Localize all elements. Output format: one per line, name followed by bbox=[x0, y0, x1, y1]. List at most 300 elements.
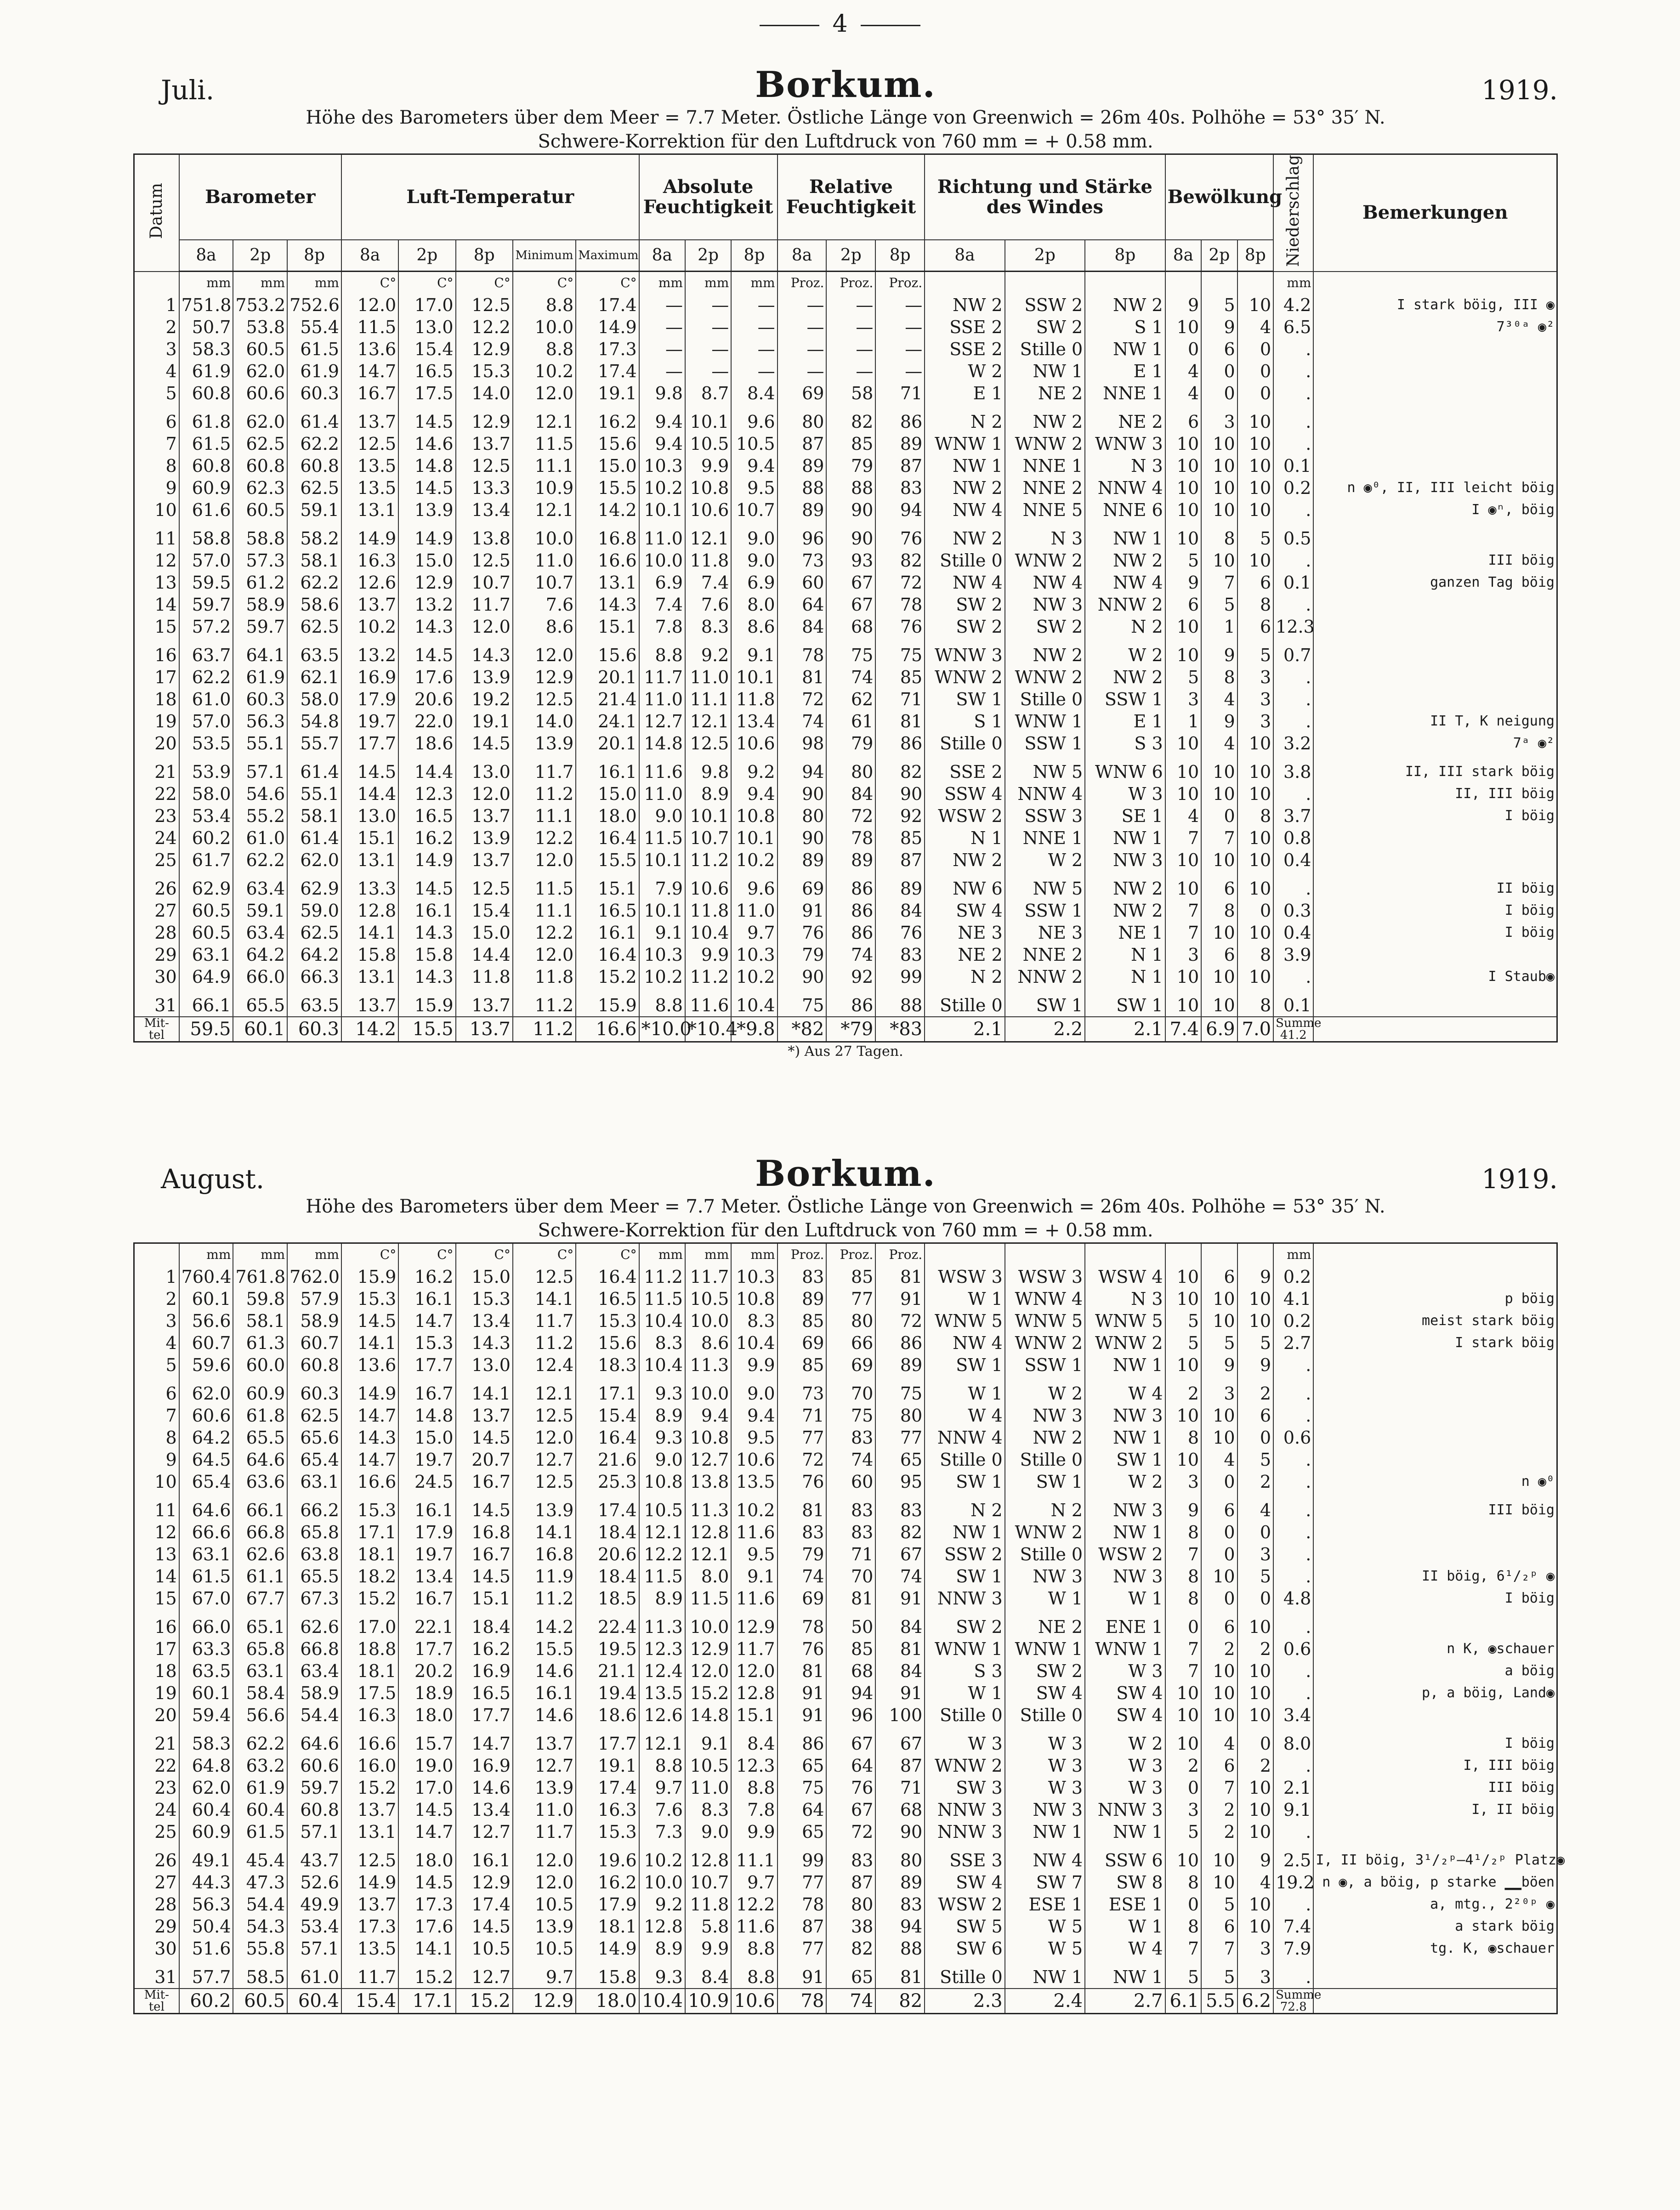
wind-cell: WNW 1 bbox=[1005, 710, 1085, 732]
table-cell: 2 bbox=[1201, 1799, 1237, 1821]
table-cell: 62.1 bbox=[287, 666, 341, 688]
august-data-rows bbox=[134, 1243, 1565, 2014]
table-cell: 10.8 bbox=[685, 1427, 731, 1449]
table-cell: 8.8 bbox=[639, 988, 685, 1017]
table-cell: 20.7 bbox=[456, 1449, 513, 1471]
remarks-cell: p böig bbox=[1313, 1288, 1557, 1310]
table-cell: 15.1 bbox=[341, 827, 398, 849]
table-cell: 65 bbox=[826, 1960, 875, 1989]
mean-cell: *10.0 bbox=[639, 1017, 685, 1042]
table-cell: 88 bbox=[778, 477, 827, 499]
table-cell: 3.8 bbox=[1273, 754, 1313, 783]
unit-cell: C° bbox=[456, 1243, 513, 1266]
table-cell: 14.6 bbox=[398, 433, 455, 455]
table-cell: 9.7 bbox=[731, 922, 777, 944]
table-cell: 15.1 bbox=[731, 1704, 777, 1726]
table-cell: 19.7 bbox=[341, 710, 398, 732]
table-cell: 0 bbox=[1165, 1609, 1202, 1638]
table-cell: 61.5 bbox=[287, 338, 341, 360]
table-cell: 62.5 bbox=[287, 477, 341, 499]
wind-cell: SW 4 bbox=[925, 900, 1005, 922]
table-cell: 2 bbox=[1237, 1471, 1274, 1493]
unit-cell bbox=[1201, 1243, 1237, 1266]
table-cell: . bbox=[1273, 1354, 1313, 1376]
table-cell: 15.3 bbox=[398, 1332, 455, 1354]
table-cell: 57.2 bbox=[179, 616, 233, 638]
day-cell: 12 bbox=[134, 550, 179, 572]
table-cell: 74 bbox=[778, 1565, 827, 1587]
mean-cell: 2.1 bbox=[925, 1017, 1005, 1042]
table-cell: 2 bbox=[1165, 1376, 1202, 1405]
day-cell: 9 bbox=[134, 477, 179, 499]
table-cell: 4.8 bbox=[1273, 1587, 1313, 1609]
table-cell: 10.0 bbox=[685, 1376, 731, 1405]
unit-cell: mm bbox=[731, 1243, 777, 1266]
table-cell: 9 bbox=[1237, 1843, 1274, 1871]
table-cell: 9.3 bbox=[639, 1376, 685, 1405]
table-cell: 13.9 bbox=[456, 827, 513, 849]
month-title: Juli. bbox=[161, 74, 215, 106]
table-cell: 18.6 bbox=[576, 1704, 639, 1726]
table-cell: 90 bbox=[778, 783, 827, 805]
table-cell: 61.5 bbox=[233, 1821, 287, 1843]
table-cell: 81 bbox=[778, 666, 827, 688]
table-cell: 77 bbox=[778, 1427, 827, 1449]
table-cell: 82 bbox=[826, 404, 875, 433]
wind-cell: NW 2 bbox=[1085, 550, 1165, 572]
day-cell: 8 bbox=[134, 1427, 179, 1449]
table-cell: . bbox=[1273, 1376, 1313, 1405]
table-cell: 62.9 bbox=[179, 871, 233, 900]
mean-cell: 6.1 bbox=[1165, 1989, 1202, 2014]
table-cell: 17.3 bbox=[576, 338, 639, 360]
table-cell: 99 bbox=[875, 966, 925, 988]
table-cell: 10 bbox=[1237, 732, 1274, 754]
table-cell: 12.9 bbox=[456, 338, 513, 360]
table-cell: 86 bbox=[826, 900, 875, 922]
table-cell: 14.9 bbox=[341, 1871, 398, 1893]
table-cell: 13.4 bbox=[731, 710, 777, 732]
table-cell: 81 bbox=[875, 1266, 925, 1288]
table-cell: 69 bbox=[778, 382, 827, 404]
table-cell: 63.5 bbox=[287, 988, 341, 1017]
table-cell: 7 bbox=[1201, 1777, 1237, 1799]
table-cell: 13.5 bbox=[341, 477, 398, 499]
table-cell: 5 bbox=[1201, 1332, 1237, 1354]
table-cell: 13.7 bbox=[513, 1726, 576, 1755]
table-cell: 12.8 bbox=[685, 1843, 731, 1871]
table-cell: 8 bbox=[1237, 805, 1274, 827]
table-cell: 79 bbox=[826, 732, 875, 754]
remarks-cell bbox=[1313, 616, 1557, 638]
table-cell: 12.3 bbox=[398, 783, 455, 805]
table-cell: 94 bbox=[826, 1682, 875, 1704]
table-cell: 12.0 bbox=[513, 944, 576, 966]
table-cell: 18.8 bbox=[341, 1638, 398, 1660]
table-cell: 4 bbox=[1165, 382, 1202, 404]
table-cell: 61.8 bbox=[179, 404, 233, 433]
table-cell: 60.8 bbox=[287, 455, 341, 477]
wind-cell: Stille 0 bbox=[925, 1960, 1005, 1989]
table-cell: 12.1 bbox=[685, 1543, 731, 1565]
table-cell: 61.9 bbox=[287, 360, 341, 382]
mean-cell: Summe 72.8 bbox=[1273, 1989, 1313, 2014]
wind-cell: S 1 bbox=[1085, 316, 1165, 338]
table-cell: 12.3 bbox=[1273, 616, 1313, 638]
table-cell: 7.8 bbox=[731, 1799, 777, 1821]
wind-cell: E 1 bbox=[925, 382, 1005, 404]
remarks-cell: a böig bbox=[1313, 1660, 1557, 1682]
wind-cell: Stille 0 bbox=[1005, 338, 1085, 360]
remarks-cell bbox=[1313, 666, 1557, 688]
table-cell: 10.2 bbox=[513, 360, 576, 382]
table-cell: 59.4 bbox=[179, 1704, 233, 1726]
table-cell: 10 bbox=[1237, 1682, 1274, 1704]
table-cell: 10.3 bbox=[639, 455, 685, 477]
table-cell: 10 bbox=[1201, 1871, 1237, 1893]
table-cell: 58.8 bbox=[233, 521, 287, 550]
table-cell: 10 bbox=[1201, 988, 1237, 1017]
table-cell: 762.0 bbox=[287, 1266, 341, 1288]
wind-cell: ESE 1 bbox=[1085, 1893, 1165, 1915]
table-cell: 13.7 bbox=[341, 1799, 398, 1821]
table-cell: 86 bbox=[826, 988, 875, 1017]
table-cell: 18.4 bbox=[576, 1521, 639, 1543]
col-2p: 2p bbox=[233, 240, 287, 271]
table-cell: 12.5 bbox=[456, 455, 513, 477]
table-cell: 61.4 bbox=[287, 827, 341, 849]
table-cell: 79 bbox=[778, 1543, 827, 1565]
table-cell: . bbox=[1273, 871, 1313, 900]
wind-cell: SW 1 bbox=[1085, 988, 1165, 1017]
table-cell: 10 bbox=[1201, 499, 1237, 521]
wind-cell: NE 3 bbox=[1005, 922, 1085, 944]
table-cell: 12.5 bbox=[513, 1471, 576, 1493]
table-row bbox=[134, 1660, 1557, 1682]
table-cell: 3.9 bbox=[1273, 944, 1313, 966]
table-cell: 9.0 bbox=[731, 1376, 777, 1405]
table-cell: 10 bbox=[1165, 455, 1202, 477]
wind-cell: W 3 bbox=[1085, 1755, 1165, 1777]
table-cell: 4 bbox=[1201, 688, 1237, 710]
table-cell: 10 bbox=[1201, 477, 1237, 499]
table-cell: 55.7 bbox=[287, 732, 341, 754]
table-cell: 12.0 bbox=[513, 849, 576, 871]
table-cell: 14.7 bbox=[456, 1726, 513, 1755]
wind-cell: N 1 bbox=[925, 827, 1005, 849]
table-cell: 21.1 bbox=[576, 1660, 639, 1682]
remarks-cell bbox=[1313, 1405, 1557, 1427]
wind-cell: SW 2 bbox=[1005, 1660, 1085, 1682]
mean-cell: 5.5 bbox=[1201, 1989, 1237, 2014]
table-cell: 11.7 bbox=[513, 1821, 576, 1843]
table-cell: 98 bbox=[778, 732, 827, 754]
table-cell: 13.4 bbox=[456, 1310, 513, 1332]
unit-cell bbox=[1005, 1243, 1085, 1266]
unit-cell: Proz. bbox=[778, 272, 827, 295]
table-cell: 81 bbox=[826, 1587, 875, 1609]
table-cell: 72 bbox=[875, 572, 925, 594]
table-cell: 15.9 bbox=[576, 988, 639, 1017]
remarks-cell: meist stark böig bbox=[1313, 1310, 1557, 1332]
table-cell: 4 bbox=[1237, 1871, 1274, 1893]
table-cell: 13.8 bbox=[456, 521, 513, 550]
table-cell: 10 bbox=[1165, 616, 1202, 638]
wind-cell: NW 3 bbox=[1005, 594, 1085, 616]
table-cell: 61.2 bbox=[233, 572, 287, 594]
table-cell: 4 bbox=[1201, 1726, 1237, 1755]
wind-cell: NW 2 bbox=[1005, 1427, 1085, 1449]
table-cell: 80 bbox=[778, 404, 827, 433]
table-cell: 14.2 bbox=[576, 499, 639, 521]
table-cell: 10 bbox=[1165, 433, 1202, 455]
table-cell: 4 bbox=[1237, 1493, 1274, 1521]
table-cell: 14.7 bbox=[341, 1449, 398, 1471]
unit-cell: mm bbox=[287, 272, 341, 295]
table-cell: 2 bbox=[1237, 1755, 1274, 1777]
mean-cell: *83 bbox=[875, 1017, 925, 1042]
table-cell: 87 bbox=[875, 455, 925, 477]
unit-row bbox=[134, 1243, 1557, 1266]
wind-cell: Stille 0 bbox=[1005, 1449, 1085, 1471]
table-cell: 10.1 bbox=[731, 666, 777, 688]
remarks-cell bbox=[1313, 1354, 1557, 1376]
table-cell: 61 bbox=[826, 710, 875, 732]
table-cell: 80 bbox=[875, 1405, 925, 1427]
mean-cell: 74 bbox=[826, 1989, 875, 2014]
mean-cell: 11.2 bbox=[513, 1017, 576, 1042]
table-cell: 19.7 bbox=[398, 1543, 455, 1565]
table-cell: 52.6 bbox=[287, 1871, 341, 1893]
wind-cell: SSE 3 bbox=[925, 1843, 1005, 1871]
table-cell: 11.0 bbox=[639, 688, 685, 710]
mean-label: Mit-tel bbox=[134, 1989, 179, 2014]
table-cell: 85 bbox=[778, 1310, 827, 1332]
wind-cell: NW 4 bbox=[1005, 572, 1085, 594]
table-cell: 2.5 bbox=[1273, 1843, 1313, 1871]
table-cell: — bbox=[731, 338, 777, 360]
wind-cell: E 1 bbox=[1085, 710, 1165, 732]
table-cell: 19.7 bbox=[398, 1449, 455, 1471]
table-cell: 62.0 bbox=[233, 404, 287, 433]
remarks-cell bbox=[1313, 638, 1557, 666]
table-cell: 12.7 bbox=[456, 1960, 513, 1989]
table-row bbox=[134, 1938, 1557, 1960]
table-cell: 16.9 bbox=[456, 1755, 513, 1777]
table-cell: 12.0 bbox=[456, 616, 513, 638]
table-cell: 74 bbox=[826, 666, 875, 688]
table-cell: — bbox=[639, 338, 685, 360]
table-cell: 10 bbox=[1201, 455, 1237, 477]
table-cell: 17.3 bbox=[398, 1893, 455, 1915]
wind-cell: NW 1 bbox=[1085, 1354, 1165, 1376]
table-cell: 0 bbox=[1201, 1543, 1237, 1565]
table-cell: 14.5 bbox=[398, 1871, 455, 1893]
wind-cell: SSW 3 bbox=[1005, 805, 1085, 827]
table-cell: 58.9 bbox=[287, 1682, 341, 1704]
table-cell: 14.3 bbox=[341, 1427, 398, 1449]
table-cell: 91 bbox=[778, 1960, 827, 1989]
remarks-cell bbox=[1313, 1543, 1557, 1565]
table-cell: 90 bbox=[778, 966, 827, 988]
table-cell: 10 bbox=[1237, 1893, 1274, 1915]
table-cell: 14.5 bbox=[398, 404, 455, 433]
table-cell: 63.1 bbox=[179, 944, 233, 966]
table-cell: 10 bbox=[1237, 966, 1274, 988]
day-cell: 4 bbox=[134, 1332, 179, 1354]
table-cell: 72 bbox=[826, 1821, 875, 1843]
table-cell: 11.8 bbox=[685, 550, 731, 572]
table-cell: 5 bbox=[1165, 550, 1202, 572]
table-cell: 11.8 bbox=[456, 966, 513, 988]
wind-cell: NW 1 bbox=[1085, 1427, 1165, 1449]
table-cell: 13.9 bbox=[398, 499, 455, 521]
table-cell: 10.2 bbox=[731, 849, 777, 871]
table-cell: 7.6 bbox=[513, 594, 576, 616]
wind-cell: WNW 2 bbox=[1005, 550, 1085, 572]
wind-cell: Stille 0 bbox=[1005, 1704, 1085, 1726]
remarks-cell bbox=[1313, 1427, 1557, 1449]
table-cell: 89 bbox=[778, 1288, 827, 1310]
table-cell: 8 bbox=[1201, 900, 1237, 922]
table-cell: 94 bbox=[875, 1915, 925, 1938]
unit-cell: mm bbox=[639, 1243, 685, 1266]
wind-cell: N 2 bbox=[925, 404, 1005, 433]
wind-cell: NW 2 bbox=[925, 477, 1005, 499]
table-cell: 22.0 bbox=[398, 710, 455, 732]
table-cell: 7.9 bbox=[639, 871, 685, 900]
table-cell: 10.4 bbox=[731, 1332, 777, 1354]
table-cell: 60.3 bbox=[287, 1376, 341, 1405]
table-cell: 62.0 bbox=[233, 360, 287, 382]
table-cell: 16.1 bbox=[513, 1682, 576, 1704]
gravity-correction: Schwere-Korrektion für den Luftdruck von 760 mm = + 0.58 mm. bbox=[538, 131, 1153, 152]
table-cell: 15.4 bbox=[398, 338, 455, 360]
table-cell: 12.1 bbox=[685, 710, 731, 732]
remarks-cell: I stark böig bbox=[1313, 1332, 1557, 1354]
table-cell: 7 bbox=[1165, 900, 1202, 922]
table-cell: 15.7 bbox=[398, 1726, 455, 1755]
table-cell: 9.2 bbox=[639, 1893, 685, 1915]
wind-cell: WNW 2 bbox=[1005, 666, 1085, 688]
table-cell: 16.4 bbox=[576, 944, 639, 966]
table-cell: 85 bbox=[826, 1638, 875, 1660]
table-cell: 10 bbox=[1201, 849, 1237, 871]
day-cell: 30 bbox=[134, 1938, 179, 1960]
table-cell: 16.6 bbox=[341, 1471, 398, 1493]
table-cell: 61.9 bbox=[233, 1777, 287, 1799]
wind-cell: NNW 3 bbox=[925, 1821, 1005, 1843]
col-2p: 2p bbox=[1005, 240, 1085, 271]
table-cell: 19.1 bbox=[576, 1755, 639, 1777]
table-cell: 76 bbox=[875, 616, 925, 638]
wind-cell: WNW 2 bbox=[925, 666, 1005, 688]
table-cell: 17.5 bbox=[341, 1682, 398, 1704]
remarks-cell bbox=[1313, 455, 1557, 477]
table-cell: 13.9 bbox=[513, 1777, 576, 1799]
table-cell: 21.6 bbox=[576, 1449, 639, 1471]
table-cell: 86 bbox=[875, 1332, 925, 1354]
table-cell: 0 bbox=[1165, 1893, 1202, 1915]
remarks-cell bbox=[1313, 382, 1557, 404]
day-cell: 28 bbox=[134, 922, 179, 944]
table-cell: 60.8 bbox=[287, 1354, 341, 1376]
table-cell: 10 bbox=[1165, 966, 1202, 988]
table-cell: . bbox=[1273, 966, 1313, 988]
day-cell: 28 bbox=[134, 1893, 179, 1915]
table-cell: 63.2 bbox=[233, 1755, 287, 1777]
table-cell: 16.9 bbox=[456, 1660, 513, 1682]
table-cell: 15.0 bbox=[576, 783, 639, 805]
unit-cell: mm bbox=[639, 272, 685, 295]
table-cell: 14.2 bbox=[513, 1609, 576, 1638]
table-cell: 0 bbox=[1237, 382, 1274, 404]
table-cell: 60.8 bbox=[287, 1799, 341, 1821]
wind-cell: NW 2 bbox=[925, 294, 1005, 316]
table-cell: 9.5 bbox=[731, 477, 777, 499]
table-cell: 14.6 bbox=[456, 1777, 513, 1799]
table-cell: 53.9 bbox=[179, 754, 233, 783]
wind-cell: W 3 bbox=[1005, 1726, 1085, 1755]
table-cell: 12.1 bbox=[685, 521, 731, 550]
mean-cell: 82 bbox=[875, 1989, 925, 2014]
wind-cell: NNE 1 bbox=[1005, 827, 1085, 849]
table-cell: 60 bbox=[778, 572, 827, 594]
table-cell: 82 bbox=[875, 550, 925, 572]
table-cell: . bbox=[1273, 1471, 1313, 1493]
wind-cell: W 3 bbox=[925, 1726, 1005, 1755]
table-cell: 10.6 bbox=[685, 871, 731, 900]
table-cell: 10 bbox=[1237, 294, 1274, 316]
day-cell: 19 bbox=[134, 1682, 179, 1704]
wind-cell: NW 4 bbox=[1005, 1843, 1085, 1871]
table-cell: 10.5 bbox=[639, 1493, 685, 1521]
table-cell: 69 bbox=[778, 1587, 827, 1609]
table-cell: 9.1 bbox=[639, 922, 685, 944]
table-cell: 62.0 bbox=[179, 1376, 233, 1405]
table-cell: 15.6 bbox=[576, 1332, 639, 1354]
table-cell: 14.6 bbox=[513, 1704, 576, 1726]
table-row bbox=[134, 1310, 1557, 1332]
table-cell: 10.1 bbox=[639, 849, 685, 871]
unit-cell: Proz. bbox=[778, 1243, 827, 1266]
table-cell: 65 bbox=[778, 1755, 827, 1777]
table-cell: 14.1 bbox=[513, 1288, 576, 1310]
table-cell: . bbox=[1273, 433, 1313, 455]
wind-cell: WNW 2 bbox=[1005, 1521, 1085, 1543]
table-cell: 8.3 bbox=[685, 1799, 731, 1821]
unit-cell: C° bbox=[513, 1243, 576, 1266]
day-cell: 31 bbox=[134, 988, 179, 1017]
table-cell: 61.7 bbox=[179, 849, 233, 871]
table-cell: 12.1 bbox=[513, 404, 576, 433]
table-cell: 5 bbox=[1165, 1960, 1202, 1989]
table-cell: 64 bbox=[778, 594, 827, 616]
table-cell: 11.5 bbox=[685, 1587, 731, 1609]
table-cell: 61.0 bbox=[287, 1960, 341, 1989]
table-cell: 16.7 bbox=[398, 1587, 455, 1609]
table-cell: 78 bbox=[826, 827, 875, 849]
table-cell: 61.1 bbox=[233, 1565, 287, 1587]
table-cell: 0 bbox=[1201, 1471, 1237, 1493]
table-cell: 10.1 bbox=[685, 404, 731, 433]
day-cell: 27 bbox=[134, 1871, 179, 1893]
table-cell: 760.4 bbox=[179, 1266, 233, 1288]
wind-cell: N 3 bbox=[1085, 455, 1165, 477]
wind-cell: NW 1 bbox=[1005, 1821, 1085, 1843]
table-cell: 9.1 bbox=[731, 638, 777, 666]
table-cell: 60.7 bbox=[287, 1332, 341, 1354]
